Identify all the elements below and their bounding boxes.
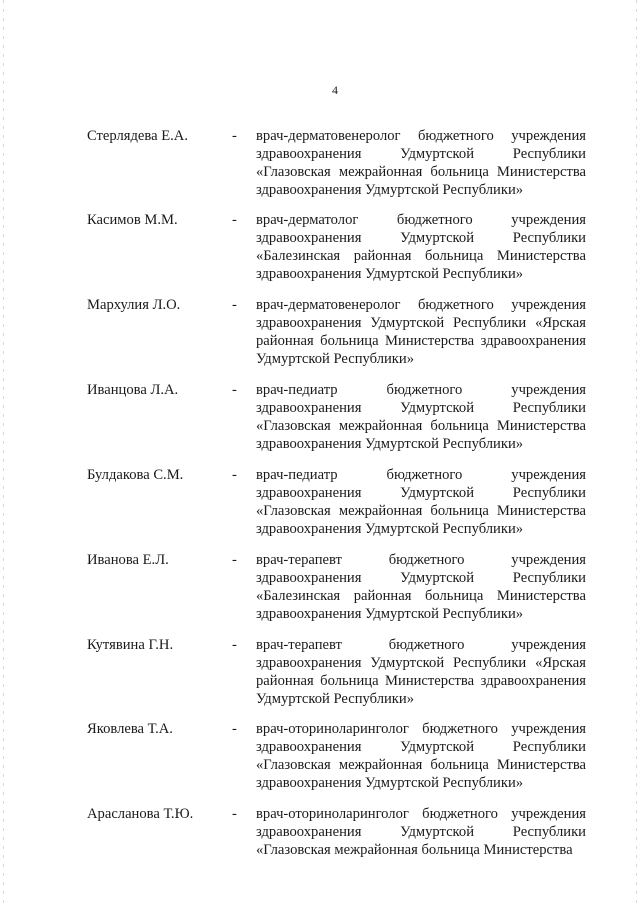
person-name: Иванова Е.Л. xyxy=(87,552,169,568)
dash-separator: - xyxy=(232,382,237,398)
position-description: врач-терапевт бюджетного учреждения здравоохранения Удмуртской Республики «Балезинская районная больница Министерства здравоохранения Удмуртской Республики» xyxy=(256,552,586,622)
dash-separator: - xyxy=(232,467,237,483)
person-name: Арасланова Т.Ю. xyxy=(87,806,194,822)
position-description: врач-оториноларинголог бюджетного учреждения здравоохранения Удмуртской Республики «Глазовская межрайонная больница Министерства здравоохранения Удмуртской Республики» xyxy=(256,721,586,791)
list-item xyxy=(0,381,640,461)
position-description: врач-терапевт бюджетного учреждения здравоохранения Удмуртской Республики «Ярская районная больница Министерства здравоохранения Удмуртской Республики» xyxy=(256,637,586,707)
position-description: врач-педиатр бюджетного учреждения здравоохранения Удмуртской Республики «Глазовская межрайонная больница Министерства здравоохранения Удмуртской Республики» xyxy=(256,467,586,537)
position-description: врач-педиатр бюджетного учреждения здравоохранения Удмуртской Республики «Глазовская межрайонная больница Министерства здравоохранения Удмуртской Республики» xyxy=(256,382,586,452)
list-item xyxy=(0,211,640,291)
page-number: 4 xyxy=(332,83,338,97)
dash-separator: - xyxy=(232,552,237,568)
person-name: Яковлева Т.А. xyxy=(87,721,173,737)
position-description: врач-оториноларинголог бюджетного учреждения здравоохранения Удмуртской Республики «Глазовская межрайонная больница Министерства xyxy=(256,806,586,858)
person-name: Стерлядева Е.А. xyxy=(87,128,188,144)
list-item xyxy=(0,551,640,631)
person-name: Мархулия Л.О. xyxy=(87,297,181,313)
dash-separator: - xyxy=(232,297,237,313)
list-item xyxy=(0,805,640,885)
position-description: врач-дерматовенеролог бюджетного учреждения здравоохранения Удмуртской Республики «Глазовская межрайонная больница Министерства здравоохранения Удмуртской Республики» xyxy=(256,128,586,198)
person-name: Булдакова С.М. xyxy=(87,467,184,483)
list-item xyxy=(0,127,640,207)
position-description: врач-дерматолог бюджетного учреждения здравоохранения Удмуртской Республики «Балезинская районная больница Министерства здравоохранения Удмуртской Республики» xyxy=(256,212,586,282)
dash-separator: - xyxy=(232,721,237,737)
dash-separator: - xyxy=(232,128,237,144)
list-item xyxy=(0,296,640,376)
person-name: Касимов М.М. xyxy=(87,212,178,228)
dash-separator: - xyxy=(232,637,237,653)
position-description: врач-дерматовенеролог бюджетного учреждения здравоохранения Удмуртской Республики «Ярская районная больница Министерства здравоохранения Удмуртской Республики» xyxy=(256,297,586,367)
person-name: Кутявина Г.Н. xyxy=(87,637,174,653)
list-item xyxy=(0,466,640,546)
person-name: Иванцова Л.А. xyxy=(87,382,179,398)
list-item xyxy=(0,636,640,716)
dash-separator: - xyxy=(232,212,237,228)
list-item xyxy=(0,720,640,800)
dash-separator: - xyxy=(232,806,237,822)
